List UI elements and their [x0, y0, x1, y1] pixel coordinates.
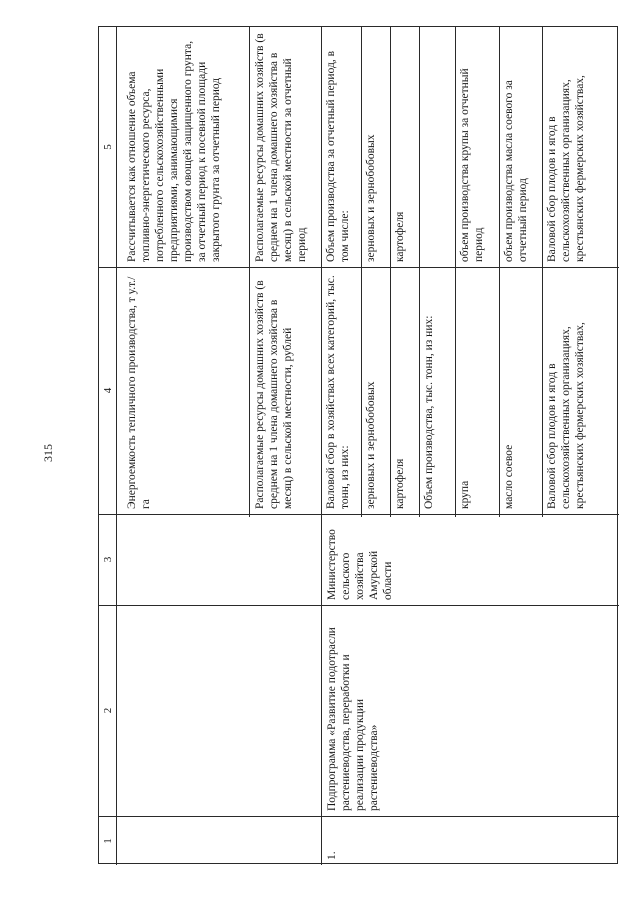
row-indicator: картофеля	[394, 458, 406, 509]
header-col-4: 4	[102, 387, 114, 394]
row-method: картофеля	[394, 211, 406, 262]
row-method: объем производства масла соевого за отчетный период	[503, 80, 529, 262]
row-method: зерновых и зернобобовых	[365, 134, 377, 262]
row-indicator: Объем производства, тыс. тонн, из них:	[423, 315, 435, 509]
row-method	[420, 27, 456, 267]
header-divider	[116, 27, 117, 865]
row-method: Валовой сбор плодов и ягод в сельскохозяйственных организациях, крестьянских фермерских хозяйствах,	[546, 75, 586, 262]
energy-method: Рассчитывается как отношение объема топливно-энергетического ресурса, потребленного сельскохозяйственными предприятиями, занимающимися производством овощей защищенного грунта, за отчетный период к посевной площади закрытого грунта за отчетный период	[126, 40, 222, 262]
col-divider-1-2	[99, 816, 619, 817]
row-divider-energy	[249, 27, 250, 517]
row-method: объем производства крупы за отчетный период	[459, 68, 485, 262]
energy-indicator: Энергоемкость тепличного производства, т у.т./га	[126, 276, 152, 509]
header-col-1: 1	[102, 838, 114, 844]
indicator-table	[98, 26, 618, 864]
subprogram-number: 1.	[326, 851, 338, 860]
row-indicator: зерновых и зернобобовых	[365, 381, 377, 509]
household-method: Располагаемые ресурсы домашних хозяйств (в среднем на 1 члена домашнего хозяйства в месяц) в сельской местности за отчетный период	[254, 33, 308, 262]
row-indicator: масло соевое	[503, 444, 515, 509]
household-indicator: Располагаемые ресурсы домашних хозяйств (в среднем на 1 члена домашнего хозяйства в месяц) в сельской местности, рублей	[254, 280, 294, 509]
row-method: Объем производства за отчетный период, в том числе:	[325, 50, 351, 262]
row-indicator: крупа	[459, 480, 471, 509]
page-number: 315	[41, 444, 55, 462]
row-indicator: Валовой сбор плодов и ягод в сельскохозяйственных организациях, крестьянских фермерских хозяйствах,	[546, 322, 586, 509]
header-col-5: 5	[102, 144, 114, 150]
row-indicator: Валовой сбор в хозяйствах всех категорий, тыс. тонн, из них:	[325, 275, 351, 509]
subprogram-responsible: Министерство сельского хозяйства Амурской области	[326, 529, 394, 600]
header-col-2: 2	[102, 707, 114, 714]
header-col-3: 3	[102, 556, 114, 563]
subprogram-name: Подпрограмма «Развитие подотрасли растениеводства, переработки и реализации продукции растениеводства»	[326, 627, 380, 811]
